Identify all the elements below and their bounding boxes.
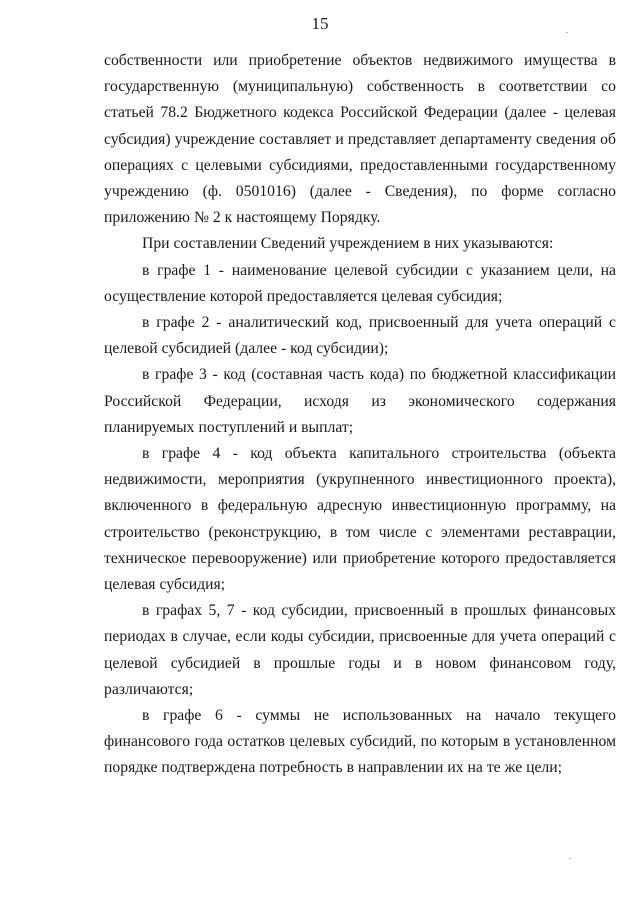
paragraph-column-6: в графе 6 - суммы не использованных на начало текущего финансового года остатков целевых субсидий, по которым в установленном порядке подтверждена потребность в направлении их на те же цели; xyxy=(104,707,616,777)
paragraph-column-3: в графе 3 - код (составная часть кода) по бюджетной классификации Российской Федерации, исходя из экономического содержания планируемых поступлений и выплат; xyxy=(104,366,616,436)
paragraph-intro: При составлении Сведений учреждением в них указываются: xyxy=(142,235,554,253)
paragraph-column-2: в графе 2 - аналитический код, присвоенный для учета операций с целевой субсидией (далее - код субсидии); xyxy=(104,314,616,358)
paragraph-column-4: в графе 4 - код объекта капитального строительства (объекта недвижимости, мероприятия (укрупненного инвестиционного проекта), включенного в федеральную адресную инвестиционную программу, на строительство (реконструкцию, в том числе с элементами реставрации, техническое перевооружение) или приобретение которого предоставляется целевая субсидия; xyxy=(104,445,616,594)
scan-speck xyxy=(569,858,571,859)
document-body xyxy=(104,48,616,782)
scan-speck xyxy=(566,32,568,33)
paragraph-columns-5-7: в графах 5, 7 - код субсидии, присвоенный в прошлых финансовых периодах в случае, если коды субсидии, присвоенные для учета операций с целевой субсидией в прошлые годы и в новом финансовом году, различаются; xyxy=(104,602,616,698)
page-number: 15 xyxy=(311,14,329,33)
paragraph-column-1: в графе 1 - наименование целевой субсидии с указанием цели, на осуществление которой предоставляется целевая субсидия; xyxy=(104,261,616,305)
paragraph-continuation: собственности или приобретение объектов недвижимого имущества в государственную (муниципальную) собственность в соответствии со статьей 78.2 Бюджетного кодекса Российской Федерации (далее - целевая субсидия) учреждение составляет и представляет департаменту сведения об операциях с целевыми субсидиями, предоставленными государственному учреждению (ф. 0501016) (далее - Сведения), по форме согласно приложению № 2 к настоящему Порядку. xyxy=(104,52,616,227)
